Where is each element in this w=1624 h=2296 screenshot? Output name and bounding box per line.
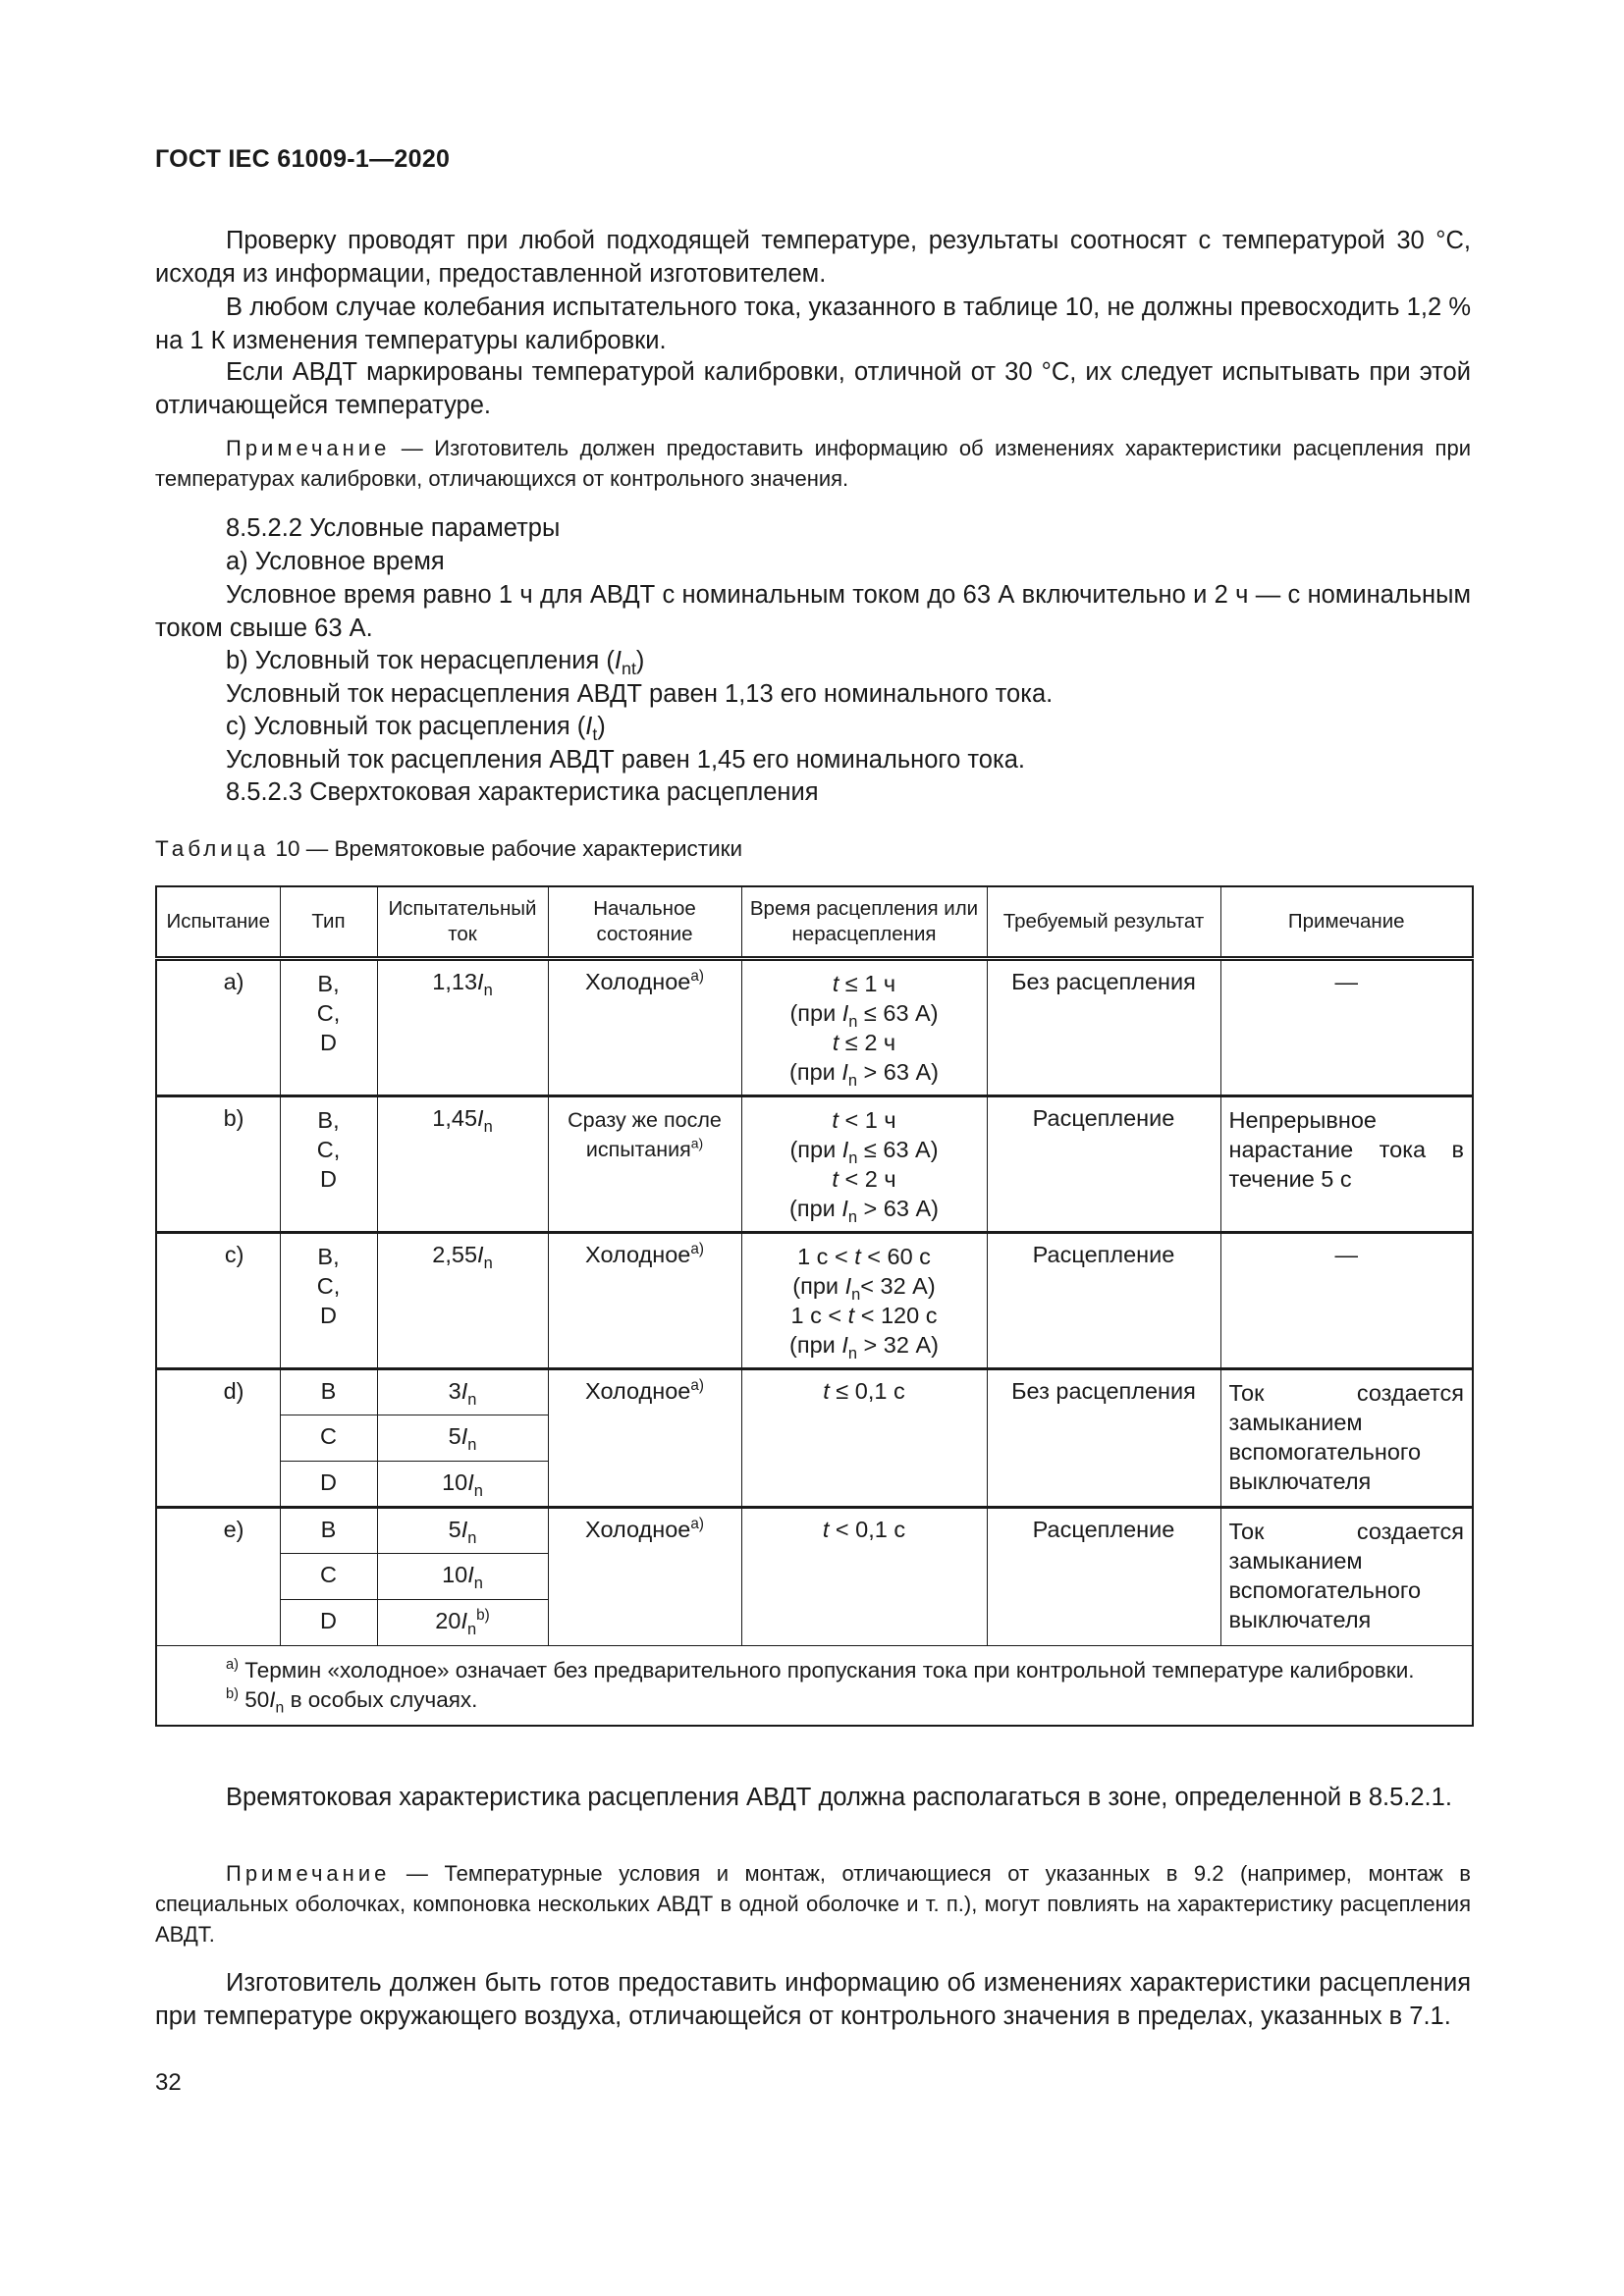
col-header-type: Тип: [280, 886, 377, 959]
cell-state: Сразу же после испытания$^{a)}$: [548, 1096, 741, 1233]
footnote-a: $^{a)}$ Термин «холодное» означает без предварительного пропускания тока при контрольной температуре калибровки.: [226, 1657, 1415, 1682]
cell-current: $2,55I_n$: [377, 1233, 548, 1369]
cell-type: B, C, D: [280, 1096, 377, 1233]
cell-note: Ток создается замыканием вспомогательного выключателя: [1220, 1369, 1473, 1508]
cell-result: Расцепление: [987, 1508, 1220, 1646]
cell-state: Холодное$^{a)}$: [548, 1508, 741, 1646]
cell-type: B, C, D: [280, 1233, 377, 1369]
cell-current: $10I_n$: [377, 1554, 548, 1600]
table-header-row: [156, 886, 1473, 959]
cell-current: $5I_n$: [377, 1508, 548, 1554]
table-footnotes-row: [156, 1646, 1473, 1727]
cell-note: —: [1220, 1233, 1473, 1369]
cell-note: Непрерывное нарастание тока в течение 5 с: [1220, 1096, 1473, 1233]
cell-type: D: [280, 1600, 377, 1646]
table-footnotes: [156, 1646, 1473, 1727]
col-header-result: Требуемый результат: [987, 886, 1220, 959]
time-current-table: [155, 885, 1474, 1727]
note-label: Примечание: [226, 436, 391, 460]
cell-test: b): [156, 1096, 280, 1233]
cell-type: B: [280, 1369, 377, 1415]
cell-result: Без расцепления: [987, 959, 1220, 1096]
cell-time: t < 1 ч (при $I_n \le 63$ А) t < 2 ч (при $I_n > 63$ А): [741, 1096, 987, 1233]
cell-type: C: [280, 1554, 377, 1600]
table-caption: Таблица 10 — Времятоковые рабочие характеристики: [155, 836, 743, 861]
cell-test: e): [156, 1508, 280, 1646]
paragraph-marked-temperature: Если АВДТ маркированы температурой калибровки, отличной от 30 °C, их следует испытывать при этой отличающейся температуре.: [155, 358, 1471, 419]
cell-state: Холодное$^{a)}$: [548, 1233, 741, 1369]
note-text: — Изготовитель должен предоставить информацию об изменениях характеристики расцепления при температурах калибровки, отличающихся от контрольного значения.: [155, 436, 1471, 491]
table-row: [156, 1096, 1473, 1233]
col-header-test-current: Испытательный ток: [377, 886, 548, 959]
cell-current: $20I_n^{b)}$: [377, 1600, 548, 1646]
table-row: [156, 1508, 1473, 1554]
cell-result: Без расцепления: [987, 1369, 1220, 1508]
section-heading-conventional-parameters: 8.5.2.2 Условные параметры: [226, 514, 561, 542]
footnote-b: $^{b)}$ $50I_n$ в особых случаях.: [226, 1686, 478, 1717]
page-number: 32: [155, 2069, 182, 2096]
document-header: ГОСТ IEC 61009-1—2020: [155, 145, 451, 173]
cell-type: B, C, D: [280, 959, 377, 1096]
cell-time: 1 с < t < 60 с (при $I_n< 32$ А) 1 с < t < 120 с (при $I_n > 32$ А): [741, 1233, 987, 1369]
cell-current: $1,45I_n$: [377, 1096, 548, 1233]
cell-state: Холодное$^{a)}$: [548, 959, 741, 1096]
paragraph-calibration-temperature: Проверку проводят при любой подходящей температуре, результаты соотносят с температурой 30 °C, исходя из информации, предоставленной изготовителем.: [155, 227, 1471, 288]
cell-test: c): [156, 1233, 280, 1369]
subsection-non-tripping-current: b) Условный ток нерасцепления $(I_{nt})$: [226, 647, 645, 679]
cell-note: Ток создается замыканием вспомогательного выключателя: [1220, 1508, 1473, 1646]
table-row: [156, 959, 1473, 1096]
paragraph-non-tripping-current: Условный ток нерасцепления АВДТ равен 1,13 его номинального тока.: [226, 680, 1054, 708]
note-installation-conditions: Примечание — Температурные условия и монтаж, отличающиеся от указанных в 9.2 (например, монтаж в специальных оболочках, компоновка нескольких АВДТ в одной оболочке и т. п.), могут повлиять на характеристику расцепления АВДТ.: [155, 1861, 1471, 1947]
cell-current: $10I_n$: [377, 1462, 548, 1508]
subsection-conventional-time: а) Условное время: [226, 548, 445, 575]
section-heading-overcurrent-characteristic: 8.5.2.3 Сверхтоковая характеристика расцепления: [226, 778, 819, 806]
col-header-initial-state: Начальное состояние: [548, 886, 741, 959]
cell-state: Холодное$^{a)}$: [548, 1369, 741, 1508]
paragraph-current-variation: В любом случае колебания испытательного тока, указанного в таблице 10, не должны превосходить 1,2 % на 1 К изменения температуры калибровки.: [155, 294, 1471, 354]
cell-test: d): [156, 1369, 280, 1508]
cell-current: $3I_n$: [377, 1369, 548, 1415]
subsection-tripping-current: c) Условный ток расцепления $(I_t)$: [226, 713, 606, 745]
paragraph-trip-zone: Времятоковая характеристика расцепления АВДТ должна располагаться в зоне, определенной в 8.5.2.1.: [226, 1784, 1452, 1811]
cell-time: t ≤ 1 ч (при $I_n \le 63$ А) t ≤ 2 ч (при $I_n > 63$ А): [741, 959, 987, 1096]
col-header-time: Время расцепления или нерасцепления: [741, 886, 987, 959]
cell-time: t ≤ 0,1 с: [741, 1369, 987, 1508]
cell-test: a): [156, 959, 280, 1096]
cell-current: $1,13I_n$: [377, 959, 548, 1096]
cell-note: —: [1220, 959, 1473, 1096]
table-row: [156, 1233, 1473, 1369]
table-row: [156, 1369, 1473, 1415]
note-manufacturer-info: [155, 433, 1471, 494]
col-header-note: Примечание: [1220, 886, 1473, 959]
cell-type: C: [280, 1415, 377, 1462]
cell-time: t < 0,1 с: [741, 1508, 987, 1646]
cell-type: B: [280, 1508, 377, 1554]
cell-result: Расцепление: [987, 1096, 1220, 1233]
cell-current: $5I_n$: [377, 1415, 548, 1462]
paragraph-conventional-time: Условное время равно 1 ч для АВДТ с номинальным током до 63 А включительно и 2 ч — с номинальным током свыше 63 А.: [155, 581, 1471, 642]
cell-type: D: [280, 1462, 377, 1508]
paragraph-tripping-current: Условный ток расцепления АВДТ равен 1,45 его номинального тока.: [226, 746, 1025, 774]
paragraph-ambient-temperature: Изготовитель должен быть готов предоставить информацию об изменениях характеристики расцепления при температуре окружающего воздуха, отличающейся от контрольного значения в пределах, указанных в 7.1.: [155, 1969, 1471, 2030]
col-header-test: Испытание: [156, 886, 280, 959]
cell-result: Расцепление: [987, 1233, 1220, 1369]
